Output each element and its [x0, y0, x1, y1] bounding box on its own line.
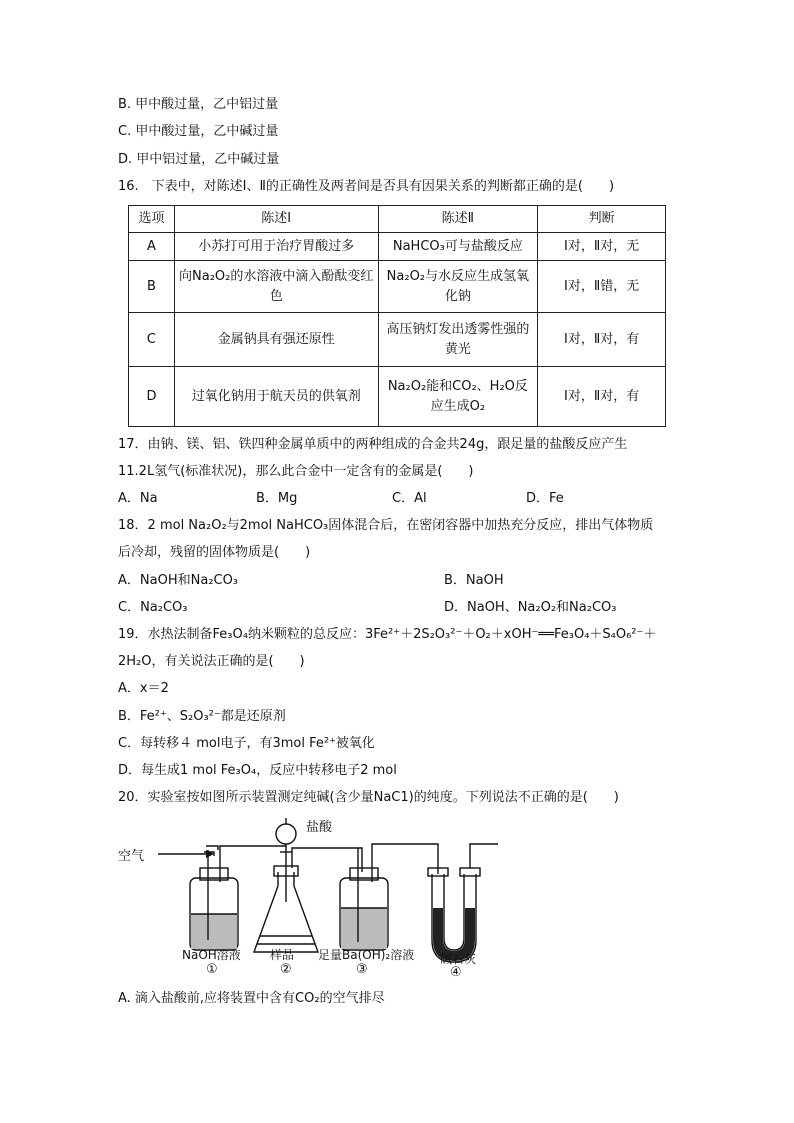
q16-table: [128, 205, 666, 427]
q19-stem-line1: 19．水热法制备Fe₃O₄纳米颗粒的总反应：3Fe²⁺＋2S₂O₃²⁻＋O₂＋xOH⁻══Fe₃O₄＋S₄O₆²⁻＋: [118, 627, 657, 642]
q17-stem-line1: 17．由钠、镁、铝、铁四种金属单质中的两种组成的合金共24g，跟足量的盐酸反应产生: [118, 437, 628, 452]
prev-option-d: D. 甲中铝过量，乙中碱过量: [118, 152, 280, 167]
q16-header-judge: 判断: [538, 206, 666, 233]
row-judge: Ⅰ对，Ⅱ对，无: [538, 233, 666, 261]
row-judge: Ⅰ对，Ⅱ对，有: [538, 313, 666, 367]
q16-header-option: 选项: [129, 206, 175, 233]
row-statement1: 小苏打可用于治疗胃酸过多: [174, 233, 378, 261]
row-judge: Ⅰ对，Ⅱ错，无: [538, 261, 666, 313]
q19-option-a: A．x＝2: [118, 681, 169, 696]
q18-option-c: C．Na₂CO₃: [118, 600, 188, 615]
q16-stem: 16. 下表中，对陈述Ⅰ、Ⅱ的正确性及两者间是否具有因果关系的判断都正确的是( ): [118, 179, 615, 194]
q18-option-d: D．NaOH、Na₂O₂和Na₂CO₃: [444, 600, 617, 615]
q19-option-d: D．每生成1 mol Fe₃O₄，反应中转移电子2 mol: [118, 763, 397, 778]
q19-option-b: B．Fe²⁺、S₂O₃²⁻都是还原剂: [118, 709, 286, 724]
q17-option-d: D．Fe: [526, 491, 564, 506]
q17-stem-line2: 11.2L氢气(标准状况)，那么此合金中一定含有的金属是( ): [118, 464, 474, 479]
row-judge: Ⅰ对，Ⅱ对，有: [538, 367, 666, 427]
separatory-funnel: [276, 824, 296, 844]
label-sodalime: 碱石灰: [440, 952, 477, 966]
q16-header-row: [129, 206, 666, 233]
q17-option-b: B．Mg: [256, 491, 298, 506]
prev-option-b: B. 甲中酸过量，乙中铝过量: [118, 97, 279, 112]
row-option: B: [129, 261, 175, 313]
number-3: ③: [356, 962, 368, 977]
row-statement2: NaHCO₃可与盐酸反应: [378, 233, 538, 261]
row-option: D: [129, 367, 175, 427]
q19-stem-line2: 2H₂O，有关说法正确的是( ): [118, 654, 305, 669]
table-row: [129, 313, 666, 367]
apparatus-figure: [118, 812, 508, 982]
row-statement2: Na₂O₂能和CO₂、H₂O反应生成O₂: [378, 367, 538, 427]
q20-option-a: A. 滴入盐酸前,应将装置中含有CO₂的空气排尽: [118, 991, 385, 1006]
q16-header-statement2: 陈述Ⅱ: [378, 206, 538, 233]
number-1: ①: [206, 962, 218, 977]
label-baoh2: 足量Ba(OH)₂溶液: [318, 948, 415, 962]
row-statement2: 高压钠灯发出透雾性强的黄光: [378, 313, 538, 367]
air-label: 空气: [118, 849, 145, 864]
prev-option-c: C. 甲中酸过量，乙中碱过量: [118, 124, 279, 139]
table-row: [129, 261, 666, 313]
row-statement2: Na₂O₂与水反应生成氢氧化钠: [378, 261, 538, 313]
q18-option-b: B．NaOH: [444, 573, 504, 588]
q16-header-statement1: 陈述Ⅰ: [174, 206, 378, 233]
label-naoh: NaOH溶液: [182, 948, 241, 962]
q19-option-c: C．每转移４ mol电子，有3mol Fe²⁺被氧化: [118, 736, 375, 751]
q20-stem: 20．实验室按如图所示装置测定纯碱(含少量NaC1)的纯度。下列说法不正确的是( ): [118, 790, 619, 805]
table-row: [129, 233, 666, 261]
acid-label: 盐酸: [306, 820, 333, 835]
q17-option-a: A．Na: [118, 491, 158, 506]
q17-option-c: C．Al: [392, 491, 427, 506]
row-statement1: 向Na₂O₂的水溶液中滴入酚酞变红色: [174, 261, 378, 313]
row-option: A: [129, 233, 175, 261]
table-row: [129, 367, 666, 427]
number-2: ②: [280, 962, 292, 977]
row-statement1: 过氧化钠用于航天员的供氧剂: [174, 367, 378, 427]
q18-option-a: A．NaOH和Na₂CO₃: [118, 573, 239, 588]
row-statement1: 金属钠具有强还原性: [174, 313, 378, 367]
label-sample: 样品: [270, 948, 295, 962]
number-4: ④: [450, 965, 462, 980]
row-option: C: [129, 313, 175, 367]
q18-stem-line1: 18．2 mol Na₂O₂与2mol NaHCO₃固体混合后，在密闭容器中加热充分反应，排出气体物质: [118, 518, 654, 533]
q18-stem-line2: 后冷却，残留的固体物质是( ): [118, 545, 311, 560]
